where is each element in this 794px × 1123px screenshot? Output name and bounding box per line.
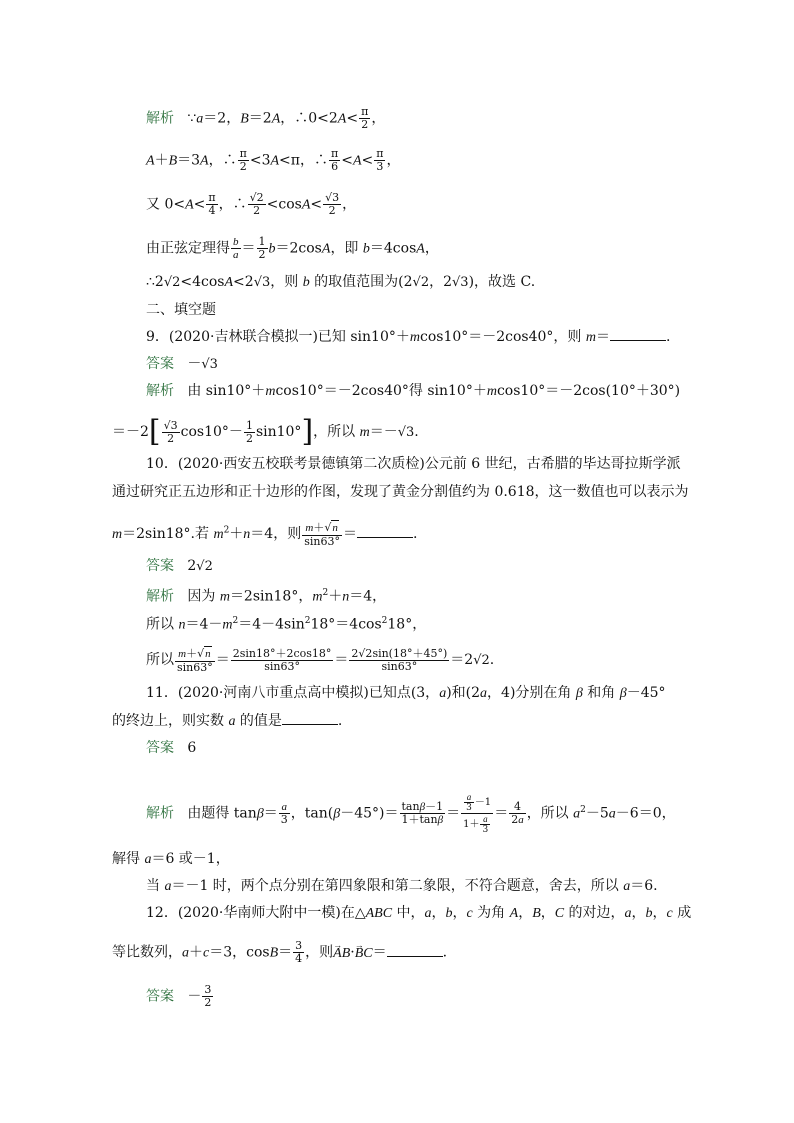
q10-solution-line2: 所以 $n=4-m^2=4-4\sin^218^\circ=4\cos^218^\circ$， [146, 616, 427, 633]
q11-conclusion: 当 a＝－1 时，两个点分别在第四象限和第二象限，不符合题意，舍去，所以 a＝6. [146, 878, 658, 894]
q10-solution-line3: 所以 $\frac{m+√n}{\sin 63^\circ}$ ＝ $\frac{2\sin 18^\circ+2\cos 18^\circ}{\sin 63^\circ}$ ＝ $\frac{2√2\sin(18^\circ+45^\circ)}{\sin 63^\circ}$ ＝2√2. [146, 646, 495, 674]
q11-answer: 答案 6 [146, 740, 197, 756]
q9-stem: 9．(2020·吉林联合模拟一)已知 sin10°＋mcos10°＝－2cos40°，则 m＝ . [146, 329, 671, 345]
sol8-line5: ∴2√2<4cosA<2√3，则 b 的取值范围为(2√2，2√3)，故选 C. [146, 274, 536, 290]
q10-solution-line1: 解析 因为 m＝2sin18°，$m^2+n=4$， [146, 588, 387, 605]
q11-stem-line2: 的终边上，则实数 a 的值是 . [112, 713, 343, 729]
q12-stem-line2: 等比数列，a＋c＝3，cosB＝ $\frac{3}{4}$ ，则→ AB·→ BC＝ . [112, 940, 447, 965]
q9-solution-line2: ＝－2[ $\frac{√3}{2}$ cos10°－ $\frac{1}{2}$ sin10°]，所以 m＝－√3. [112, 414, 419, 449]
vector-AB: → AB [333, 944, 350, 964]
q10-stem-line3: m＝2sin18°.若 $m^2+n=4$，则 $\frac{m+√n}{\sin 63^\circ}$ ＝ . [112, 521, 418, 548]
answer-label: 答案 [146, 356, 174, 372]
q12-answer: 答案 － $\frac{3}{2}$ [146, 983, 212, 1009]
q11-stem-line1: 11．(2020·河南八市重点高中模拟)已知点(3，a)和(2a，4)分别在角 β 和角 β－45° [146, 685, 666, 701]
sol8-line4: 由正弦定理得 $\frac{b}{a}$ ＝ $\frac{1}{2}$ b＝2cosA，即 b＝4cosA， [146, 235, 439, 261]
q9-solution-line1: 解析 由 sin10°＋mcos10°＝－2cos40°得 sin10°＋mcos10°＝－2cos(10°＋30°) [146, 383, 681, 399]
sol8-line3: 又 0<A< $\frac{\pi}{4}$ ，∴ $\frac{√2}{2}$ <cosA< $\frac{√3}{2}$ ， [146, 191, 357, 217]
sol8-line2: A＋B＝3A，∴ $\frac{\pi}{2}$ <3A<π，∴ $\frac{\pi}{6}$ <A< $\frac{\pi}{3}$ ， [146, 147, 401, 173]
q11-solution: 解析 由题得 tanβ＝ $\frac{a}{3}$ ，tan(β－45°)＝ $\frac{\tan\beta-1}{1+\tan\beta}$ ＝ $\frac{a}{3}$ －1 1＋ $\frac{a}{3}$ ＝ $\frac{4}{2a}$ ，所以 $a^2-5a-6=0$， [146, 792, 676, 835]
jiexi-label: 解析 [146, 110, 174, 127]
q10-stem-line2: 通过研究正五边形和正十边形的作图，发现了黄金分割值约为 0.618，这一数值也可以表示为 [112, 484, 689, 500]
answer-blank [610, 328, 666, 341]
frac-pi-2: $\frac{\pi}{2}$ [361, 105, 369, 131]
sol8-line1: 解析 ∵a＝2，B＝2A，∴0<2A< $\frac{\pi}{2}$ ， [146, 105, 386, 131]
section-heading: 二、填空题 [146, 302, 216, 318]
q12-stem-line1: 12．(2020·华南师大附中一模)在△ABC 中，a，b，c 为角 A，B，C 的对边，a，b，c 成 [146, 905, 692, 921]
vector-BC: → BC [355, 944, 373, 964]
q10-stem-line1: 10．(2020·西安五校联考景德镇第二次质检)公元前 6 世纪，古希腊的毕达哥拉斯学派 [146, 456, 681, 472]
q9-answer: 答案 －√3 [146, 356, 218, 372]
q11-result: 解得 a＝6 或－1， [112, 851, 230, 867]
q10-answer: 答案 2√2 [146, 558, 213, 574]
